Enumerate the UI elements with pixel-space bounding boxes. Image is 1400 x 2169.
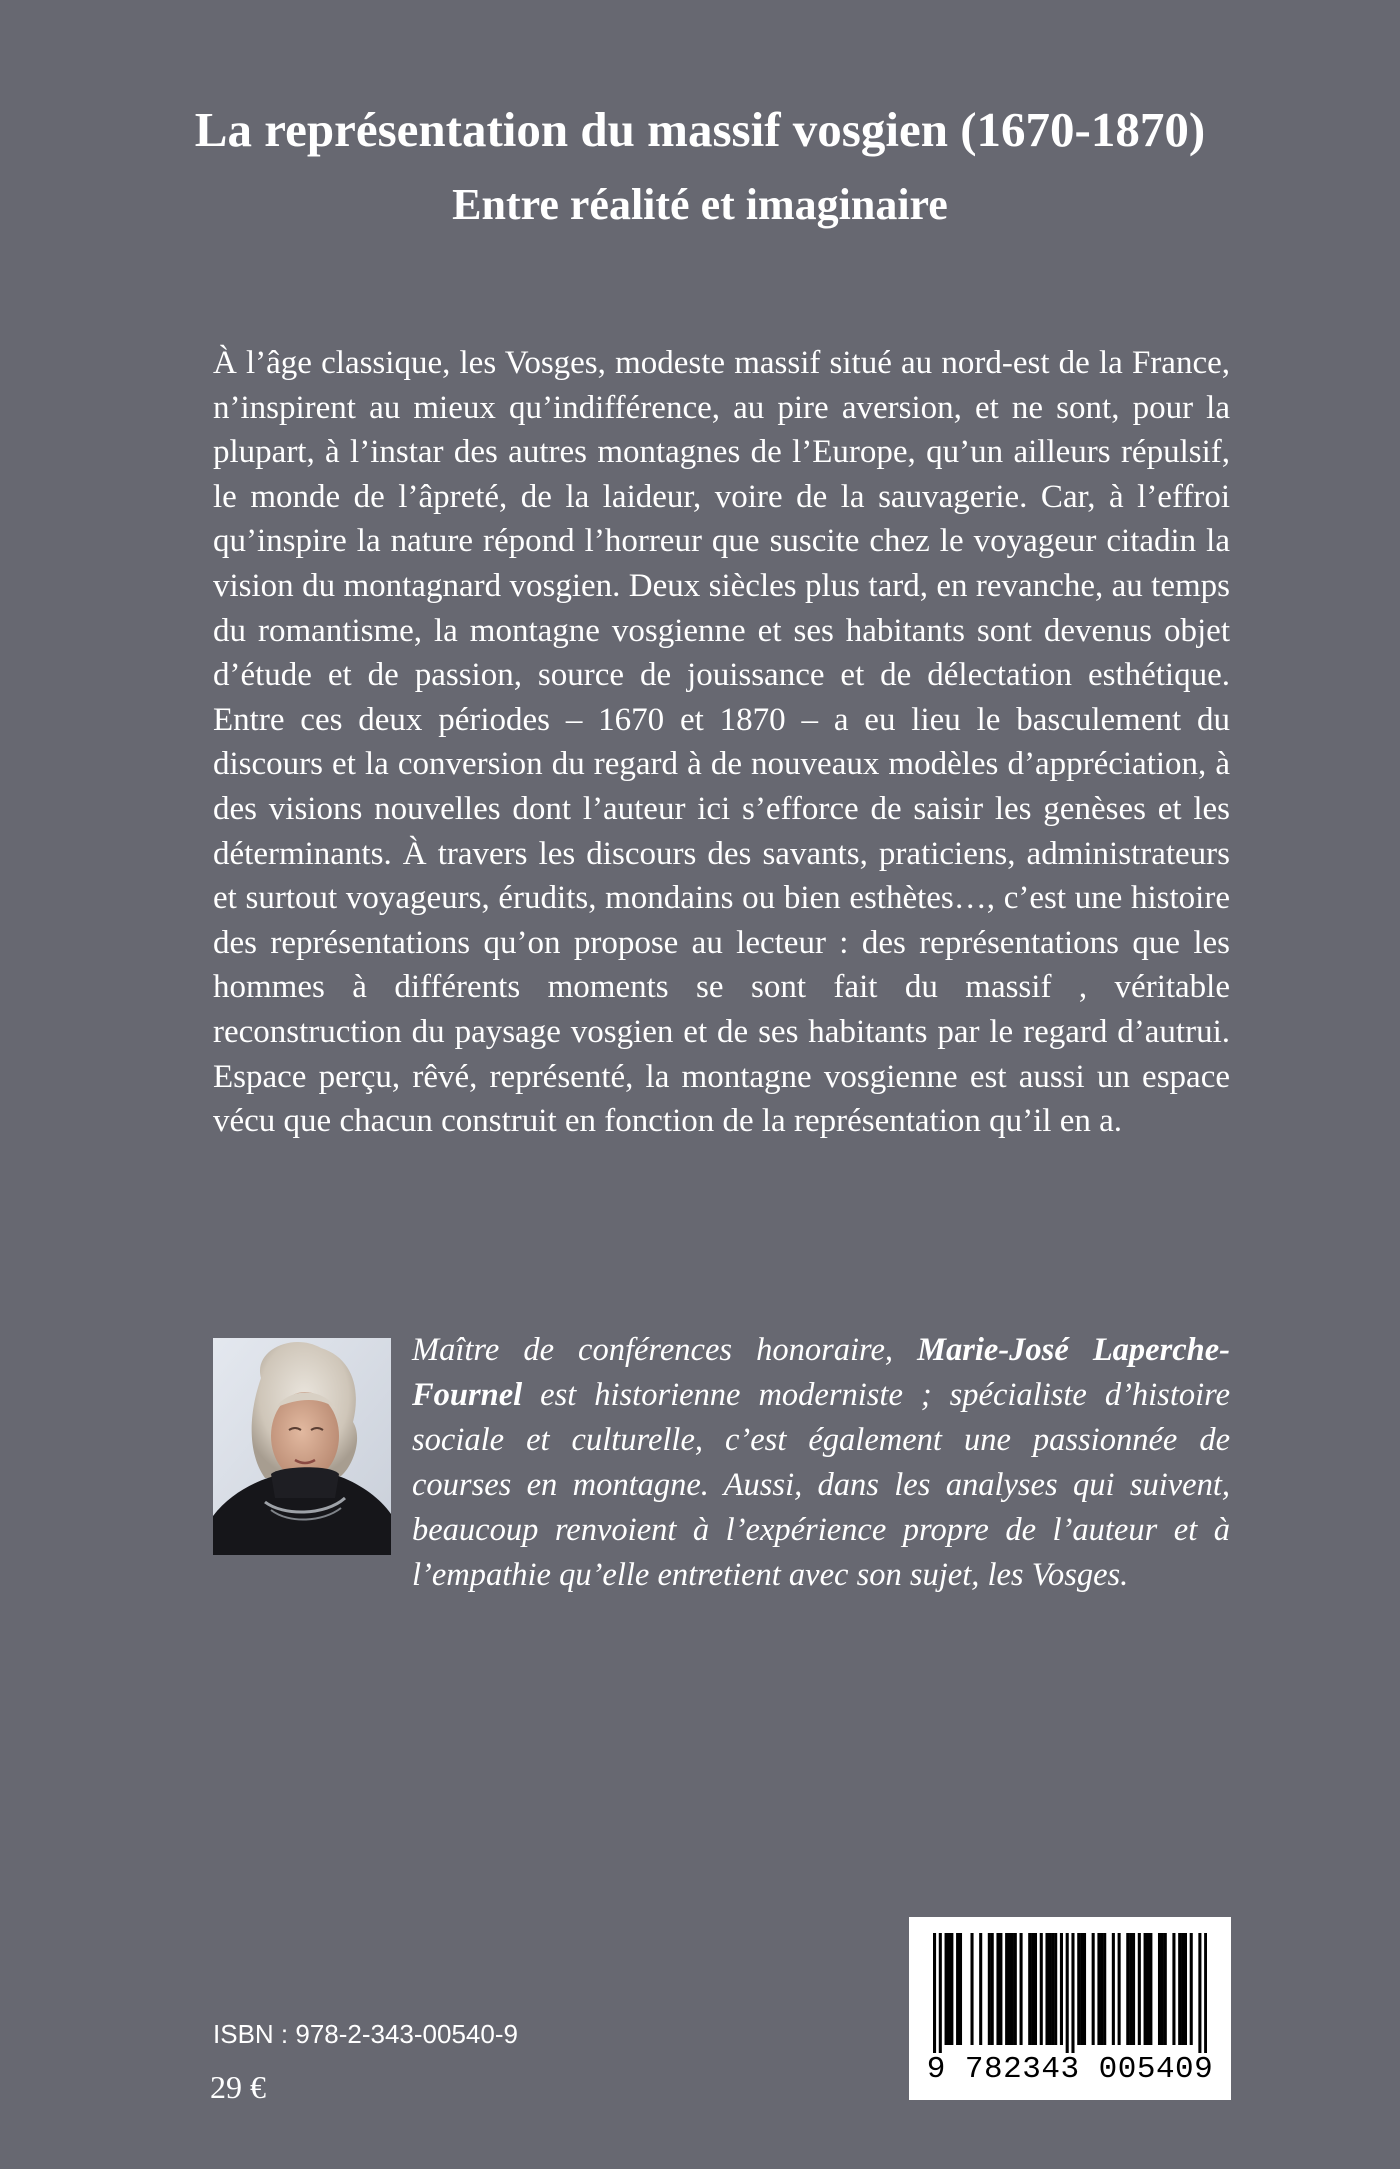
barcode-bar bbox=[939, 1933, 942, 2053]
barcode-bar bbox=[1190, 1933, 1193, 2045]
barcode-bar bbox=[1184, 1933, 1187, 2045]
barcode-bar bbox=[1144, 1933, 1147, 2045]
barcode-bar bbox=[1048, 1933, 1051, 2045]
barcode-bar bbox=[1172, 1933, 1175, 2045]
barcode-bar bbox=[1118, 1933, 1121, 2045]
barcode-bar bbox=[1097, 1933, 1100, 2045]
barcode-digits: 9 782343 005409 bbox=[926, 2052, 1214, 2087]
barcode-bar bbox=[1204, 1933, 1207, 2053]
barcode-bar bbox=[1020, 1933, 1023, 2045]
barcode-bar bbox=[996, 1933, 999, 2045]
book-subtitle: Entre réalité et imaginaire bbox=[452, 180, 948, 229]
barcode-bar bbox=[1054, 1933, 1057, 2045]
author-bio-text: est historienne moderniste ; spécialiste d’histoire sociale et culturelle, c’est également une passionnée de courses en montagne. Aussi, dans les analyses qui suivent, beaucoup renvoient à l’expérience propre de l’auteur et à l’empathie qu’elle entretient avec son sujet, les Vosges. bbox=[412, 1377, 1230, 1593]
author-bio bbox=[412, 1328, 1230, 1598]
barcode-bar bbox=[979, 1933, 982, 2045]
barcode-bar bbox=[1103, 1933, 1106, 2045]
barcode-bar bbox=[950, 1933, 953, 2045]
author-photo bbox=[213, 1338, 391, 1555]
barcode-bar bbox=[1077, 1933, 1080, 2045]
barcode-bar bbox=[999, 1933, 1002, 2045]
barcode-bar bbox=[1071, 1933, 1074, 2053]
barcode-bar bbox=[1005, 1933, 1008, 2045]
barcode-bar bbox=[1149, 1933, 1152, 2045]
barcode-bar bbox=[991, 1933, 994, 2045]
barcode-bar bbox=[1034, 1933, 1037, 2045]
barcode-bar bbox=[1040, 1933, 1043, 2045]
barcode bbox=[909, 1917, 1231, 2100]
barcode-bar bbox=[1066, 1933, 1069, 2053]
barcode-bar bbox=[1060, 1933, 1063, 2045]
barcode-bar bbox=[1198, 1933, 1201, 2053]
barcode-bar bbox=[1031, 1933, 1034, 2045]
isbn: ISBN : 978-2-343-00540-9 bbox=[213, 2019, 518, 2049]
barcode-bar bbox=[956, 1933, 959, 2045]
barcode-bar bbox=[947, 1933, 950, 2045]
barcode-bar bbox=[1138, 1933, 1141, 2045]
barcode-bar bbox=[1178, 1933, 1181, 2045]
barcode-bar bbox=[1014, 1933, 1017, 2045]
book-title: La représentation du massif vosgien (1670-1870) bbox=[194, 102, 1206, 157]
barcode-bar bbox=[970, 1933, 973, 2045]
barcode-bar bbox=[1129, 1933, 1132, 2045]
barcode-bar bbox=[988, 1933, 991, 2045]
barcode-bar bbox=[1051, 1933, 1054, 2045]
barcode-bar bbox=[1146, 1933, 1149, 2045]
barcode-bar bbox=[1083, 1933, 1086, 2045]
barcode-bar bbox=[1112, 1933, 1115, 2045]
barcode-bar bbox=[959, 1933, 962, 2045]
author-bio-intro: Maître de conférences honoraire, bbox=[412, 1332, 918, 1368]
barcode-bar bbox=[1164, 1933, 1167, 2045]
barcode-bar bbox=[1011, 1933, 1014, 2045]
barcode-bar bbox=[945, 1933, 948, 2045]
barcode-bar bbox=[1158, 1933, 1161, 2045]
barcode-bar bbox=[1126, 1933, 1129, 2045]
price: 29 € bbox=[210, 2069, 266, 2105]
barcode-bar bbox=[1181, 1933, 1184, 2045]
barcode-bar bbox=[1008, 1933, 1011, 2045]
author-name: Marie-José Laperche-Fournel bbox=[412, 1332, 1230, 1413]
barcode-bars bbox=[933, 1933, 1207, 2053]
barcode-bar bbox=[933, 1933, 936, 2053]
barcode-bar bbox=[1132, 1933, 1135, 2045]
barcode-bar bbox=[1028, 1933, 1031, 2045]
barcode-bar bbox=[1045, 1933, 1048, 2045]
barcode-bar bbox=[1100, 1933, 1103, 2045]
barcode-bar bbox=[1092, 1933, 1095, 2045]
back-cover-blurb: À l’âge classique, les Vosges, modeste massif situé au nord-est de la France, n’inspirent au mieux qu’indifférence, au pire aversion, et ne sont, pour la plupart, à l’instar des autres montagnes de l’Europe, qu’un ailleurs répulsif, le monde de l’âpreté, de la laideur, voire de la sauvagerie. Car, à l’effroi qu’inspire la nature répond l’horreur que suscite chez le voyageur citadin la vision du montagnard vosgien. Deux siècles plus tard, en revanche, au temps du romantisme, la montagne vosgienne et ses habitants sont devenus objet d’étude et de passion, source de jouissance et de délectation esthétique. Entre ces deux périodes – 1670 et 1870 – a eu lieu le basculement du discours et la conversion du regard à de nouveaux modèles d’appréciation, à des visions nouvelles dont l’auteur ici s’efforce de saisir les genèses et les déterminants. À travers les discours des savants, praticiens, administrateurs et surtout voyageurs, érudits, mondains ou bien esthètes…, c’est une histoire des représentations qu’on propose au lecteur : des représentations que les hommes à différents moments se sont fait du massif , véritable reconstruction du paysage vosgien et de ses habitants par le regard d’autrui. Espace perçu, rêvé, représenté, la montagne vosgienne est aussi un espace vécu que chacun construit en fonction de la représentation qu’il en a. bbox=[213, 345, 1230, 1140]
barcode-bar bbox=[1080, 1933, 1083, 2045]
barcode-bar bbox=[1161, 1933, 1164, 2045]
